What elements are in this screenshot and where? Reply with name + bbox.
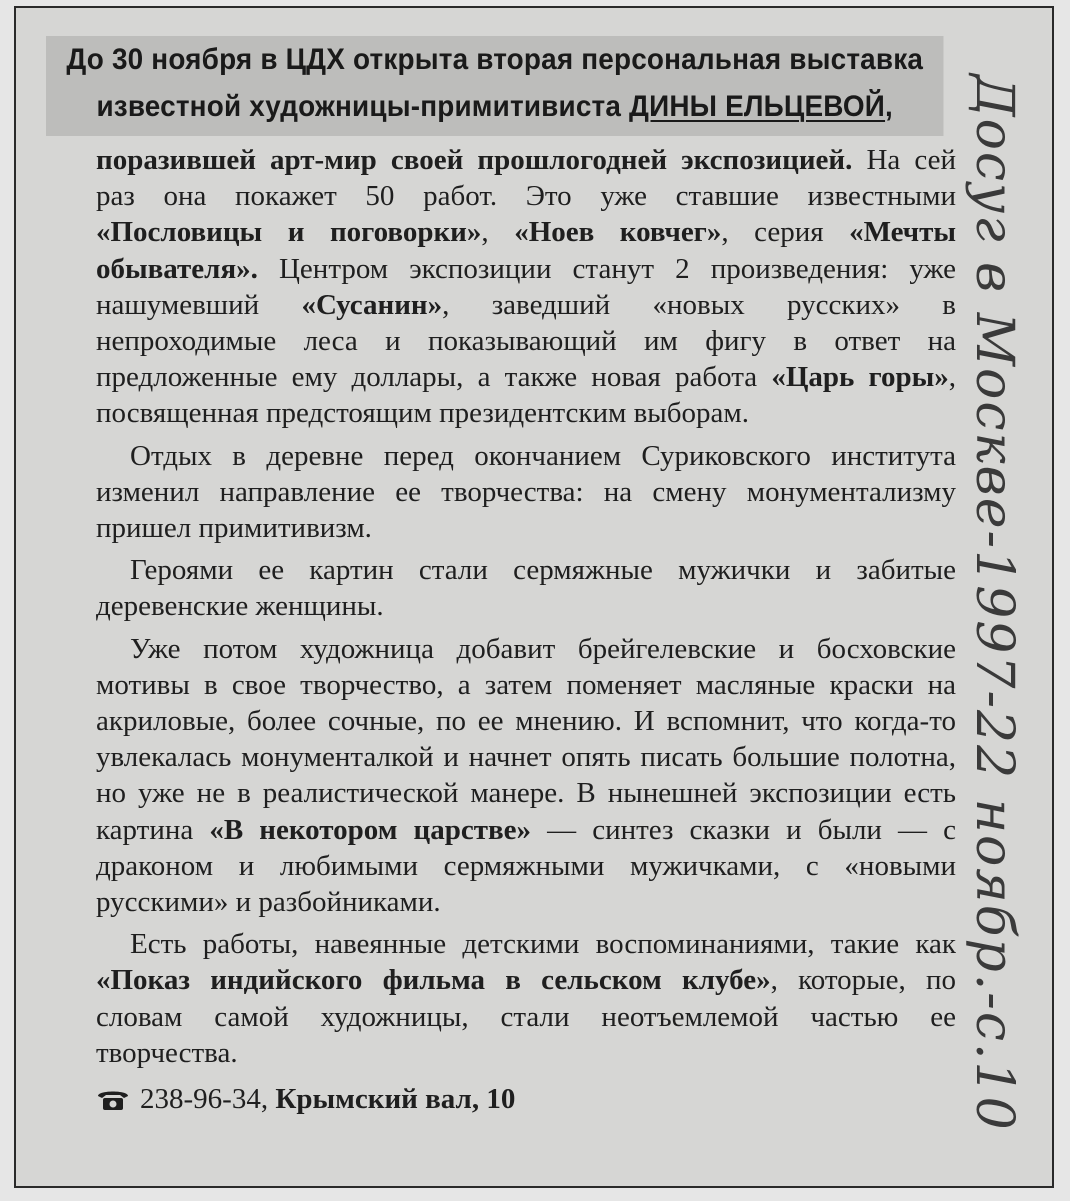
paragraph-3: [96, 552, 956, 624]
handwritten-source-note: Досуг в Москве-1997-22 ноябр.-с.10: [964, 74, 1024, 1132]
paragraph-text: , посвященная предстоящим президентским выборам.: [96, 361, 956, 430]
work-title: «В некотором царстве»: [209, 813, 532, 846]
paragraph-text: , которые, по словам самой художницы, стали неотъемлемой частью ее творчества.: [96, 964, 957, 1069]
paragraph-text: ,: [481, 216, 515, 249]
paragraph-text: — синтез сказки и были — с драконом и любимыми сермяжными мужичками, с «новыми русскими» и разбойниками.: [96, 813, 956, 919]
telephone-icon: [96, 1087, 130, 1111]
paragraph-text: , серия: [721, 216, 850, 249]
artist-name: ДИНЫ ЕЛЬЦЕВОЙ: [629, 90, 886, 123]
paragraph-2: [96, 438, 956, 547]
paragraph-text: Отдых в деревне перед окончанием Суриковского института изменил направление ее творчества: на смену монументализму пришел примитивизм.: [96, 439, 956, 545]
headline-line-2: [46, 83, 943, 130]
paragraph-text: Героями ее картин стали сермяжные мужички и забитые деревенские женщины.: [96, 554, 956, 623]
phone-number: 238-96-34,: [140, 1083, 269, 1116]
address: Крымский вал, 10: [275, 1083, 516, 1116]
work-title: «Показ индийского фильма в сельском клубе»: [96, 964, 771, 997]
headline: [46, 36, 943, 136]
headline-line-2-text: известной художницы-примитивиста: [96, 90, 630, 123]
lead-text: поразившей арт-мир своей прошлогодней экспозицией.: [96, 144, 853, 176]
paragraph-5: [96, 926, 956, 1071]
paragraph-text: Есть работы, навеянные детскими воспоминаниями, такие как: [130, 928, 956, 961]
paragraph-4: [96, 631, 956, 921]
work-title: «Сусанин»: [301, 288, 443, 321]
paragraph-text: Центром экспозиции станут 2 произведения: уже нашумевший: [96, 252, 956, 321]
newspaper-clipping: [14, 6, 1054, 1188]
headline-comma: ,: [885, 90, 893, 123]
headline-line-1: До 30 ноября в ЦДХ открыта вторая персональная выставка: [66, 43, 924, 76]
paragraph-text: На сей раз она покажет 50 работ. Это уже ставшие известными: [96, 144, 956, 213]
paragraph-text: , заведший «новых русских» в непроходимые леса и показывающий им фигу в ответ на предложенные ему доллары, а также новая работа: [96, 288, 957, 394]
work-title: «Царь горы»: [771, 361, 949, 394]
paragraph-1: [96, 142, 956, 432]
work-title: «Ноев ковчег»: [514, 216, 722, 249]
handwritten-annotation: [954, 28, 1034, 1178]
work-title: «Мечты обывателя».: [96, 216, 956, 285]
contact-line: [96, 1081, 956, 1117]
article-body: [96, 142, 956, 1117]
paragraph-text: Уже потом художница добавит брейгелевские и босховские мотивы в свое творчество, а затем поменяет масляные краски на акриловые, более сочные, по ее мнению. И вспомнит, что когда-то увлекалась монументалкой и начнет опять писать большие полотна, но уже не в реалистической манере. В нынешней экспозиции есть картина: [96, 632, 956, 846]
work-title: «Пословицы и поговорки»: [96, 216, 482, 249]
